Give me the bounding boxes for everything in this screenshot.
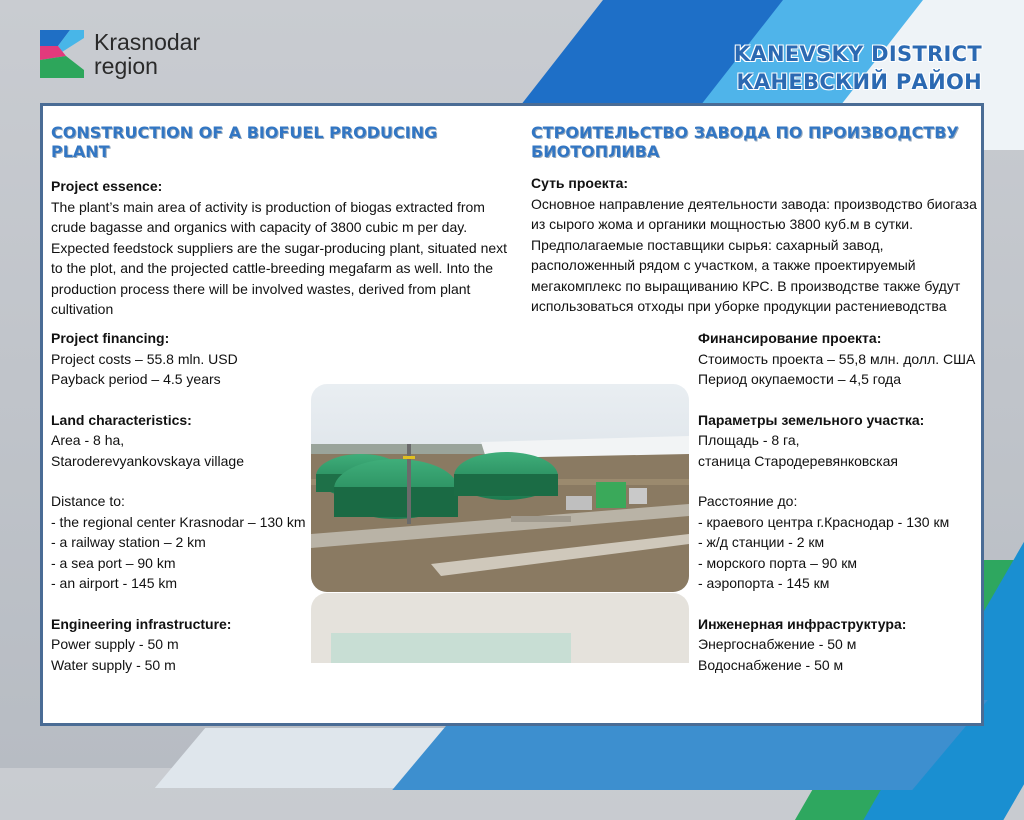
ru-land-village: станица Стародеревянковская (698, 452, 898, 469)
en-financing-heading: Project financing: (51, 330, 170, 346)
ru-distance-item: - краевого центра г.Краснодар - 130 км (698, 513, 950, 530)
en-details-section (51, 328, 321, 675)
title-en: CONSTRUCTION OF A BIOFUEL PRODUCING PLANT (51, 123, 438, 161)
district-en: KANEVSKY DISTRICT (733, 42, 982, 66)
ru-distance-item: - ж/д станции - 2 км (698, 534, 825, 550)
ru-essence-text: Основное направление деятельности завода: производство биогаза из сырого жома и органики мощностью 3800 куб.м в сутки. Предполагаемые поставщики сырья: сахарный завод, расположенный рядом с участком, а также проектируемый мегакомплекс по выращиванию КРС. В производстве также будут использоваться отходы при уборке продукции растениеводства (531, 195, 977, 314)
en-infra-power: Power supply - 50 m (51, 636, 179, 652)
en-infra-heading: Engineering infrastructure: (51, 615, 232, 632)
en-financing-costs: Project costs – 55.8 mln. USD (51, 350, 238, 367)
ru-land-area: Площадь - 8 га, (698, 432, 800, 448)
en-infra-water: Water supply - 50 m (51, 656, 176, 673)
district-ru: КАНЕВСКИЙ РАЙОН (736, 70, 982, 94)
district-title (734, 40, 982, 96)
en-distance-item: - an airport - 145 km (51, 575, 178, 591)
ru-essence-section (531, 173, 981, 317)
krasnodar-logo-icon (40, 30, 84, 78)
ru-details-section (698, 328, 988, 675)
ru-financing-costs: Стоимость проекта – 55,8 млн. долл. США (698, 350, 976, 367)
ru-infra-water: Водоснабжение - 50 м (698, 656, 844, 673)
ru-infra-heading: Инженерная инфраструктура: (698, 615, 907, 632)
content-panel (40, 103, 984, 726)
biogas-plant-photo (311, 384, 689, 592)
ru-distance-heading: Расстояние до: (698, 493, 798, 509)
logo-line1: Krasnodar (94, 29, 201, 55)
ru-financing-heading: Финансирование проекта: (698, 330, 882, 346)
region-logo (40, 30, 200, 78)
en-distance-item: - the regional center Krasnodar – 130 km (51, 513, 306, 530)
ru-essence-heading: Суть проекта: (531, 175, 629, 191)
en-essence-heading: Project essence: (51, 178, 163, 194)
logo-text (94, 30, 200, 78)
ru-land-heading: Параметры земельного участка: (698, 411, 925, 428)
ru-financing-payback: Период окупаемости – 4,5 года (698, 371, 902, 387)
en-land-village: Staroderevyankovskaya village (51, 452, 244, 469)
logo-line2: region (94, 53, 158, 79)
en-financing-payback: Payback period – 4.5 years (51, 371, 221, 387)
title-ru: СТРОИТЕЛЬСТВО ЗАВОДА ПО ПРОИЗВОДСТВУ БИОТОПЛИВА (531, 123, 959, 161)
en-essence-section (51, 176, 509, 320)
ru-distance-item: - аэропорта - 145 км (698, 575, 830, 591)
en-essence-text: The plant’s main area of activity is production of biogas extracted from crude bagasse and organics with capacity of 3800 cubic m per day. Expected feedstock suppliers are the sugar-producing plant, situated next to the plot, and the projected cattle-breeding megafarm as well. Into the production process there will be involved wastes, derived from plant cultivation (51, 198, 508, 317)
en-land-area: Area - 8 ha, (51, 432, 125, 448)
ru-distance-item: - морского порта – 90 км (698, 554, 857, 571)
en-distance-heading: Distance to: (51, 493, 125, 509)
en-distance-item: - a railway station – 2 km (51, 534, 206, 550)
en-distance-item: - a sea port – 90 km (51, 554, 176, 571)
biogas-plant-photo-reflection (311, 593, 689, 663)
ru-infra-power: Энергоснабжение - 50 м (698, 636, 857, 652)
en-land-heading: Land characteristics: (51, 411, 192, 428)
